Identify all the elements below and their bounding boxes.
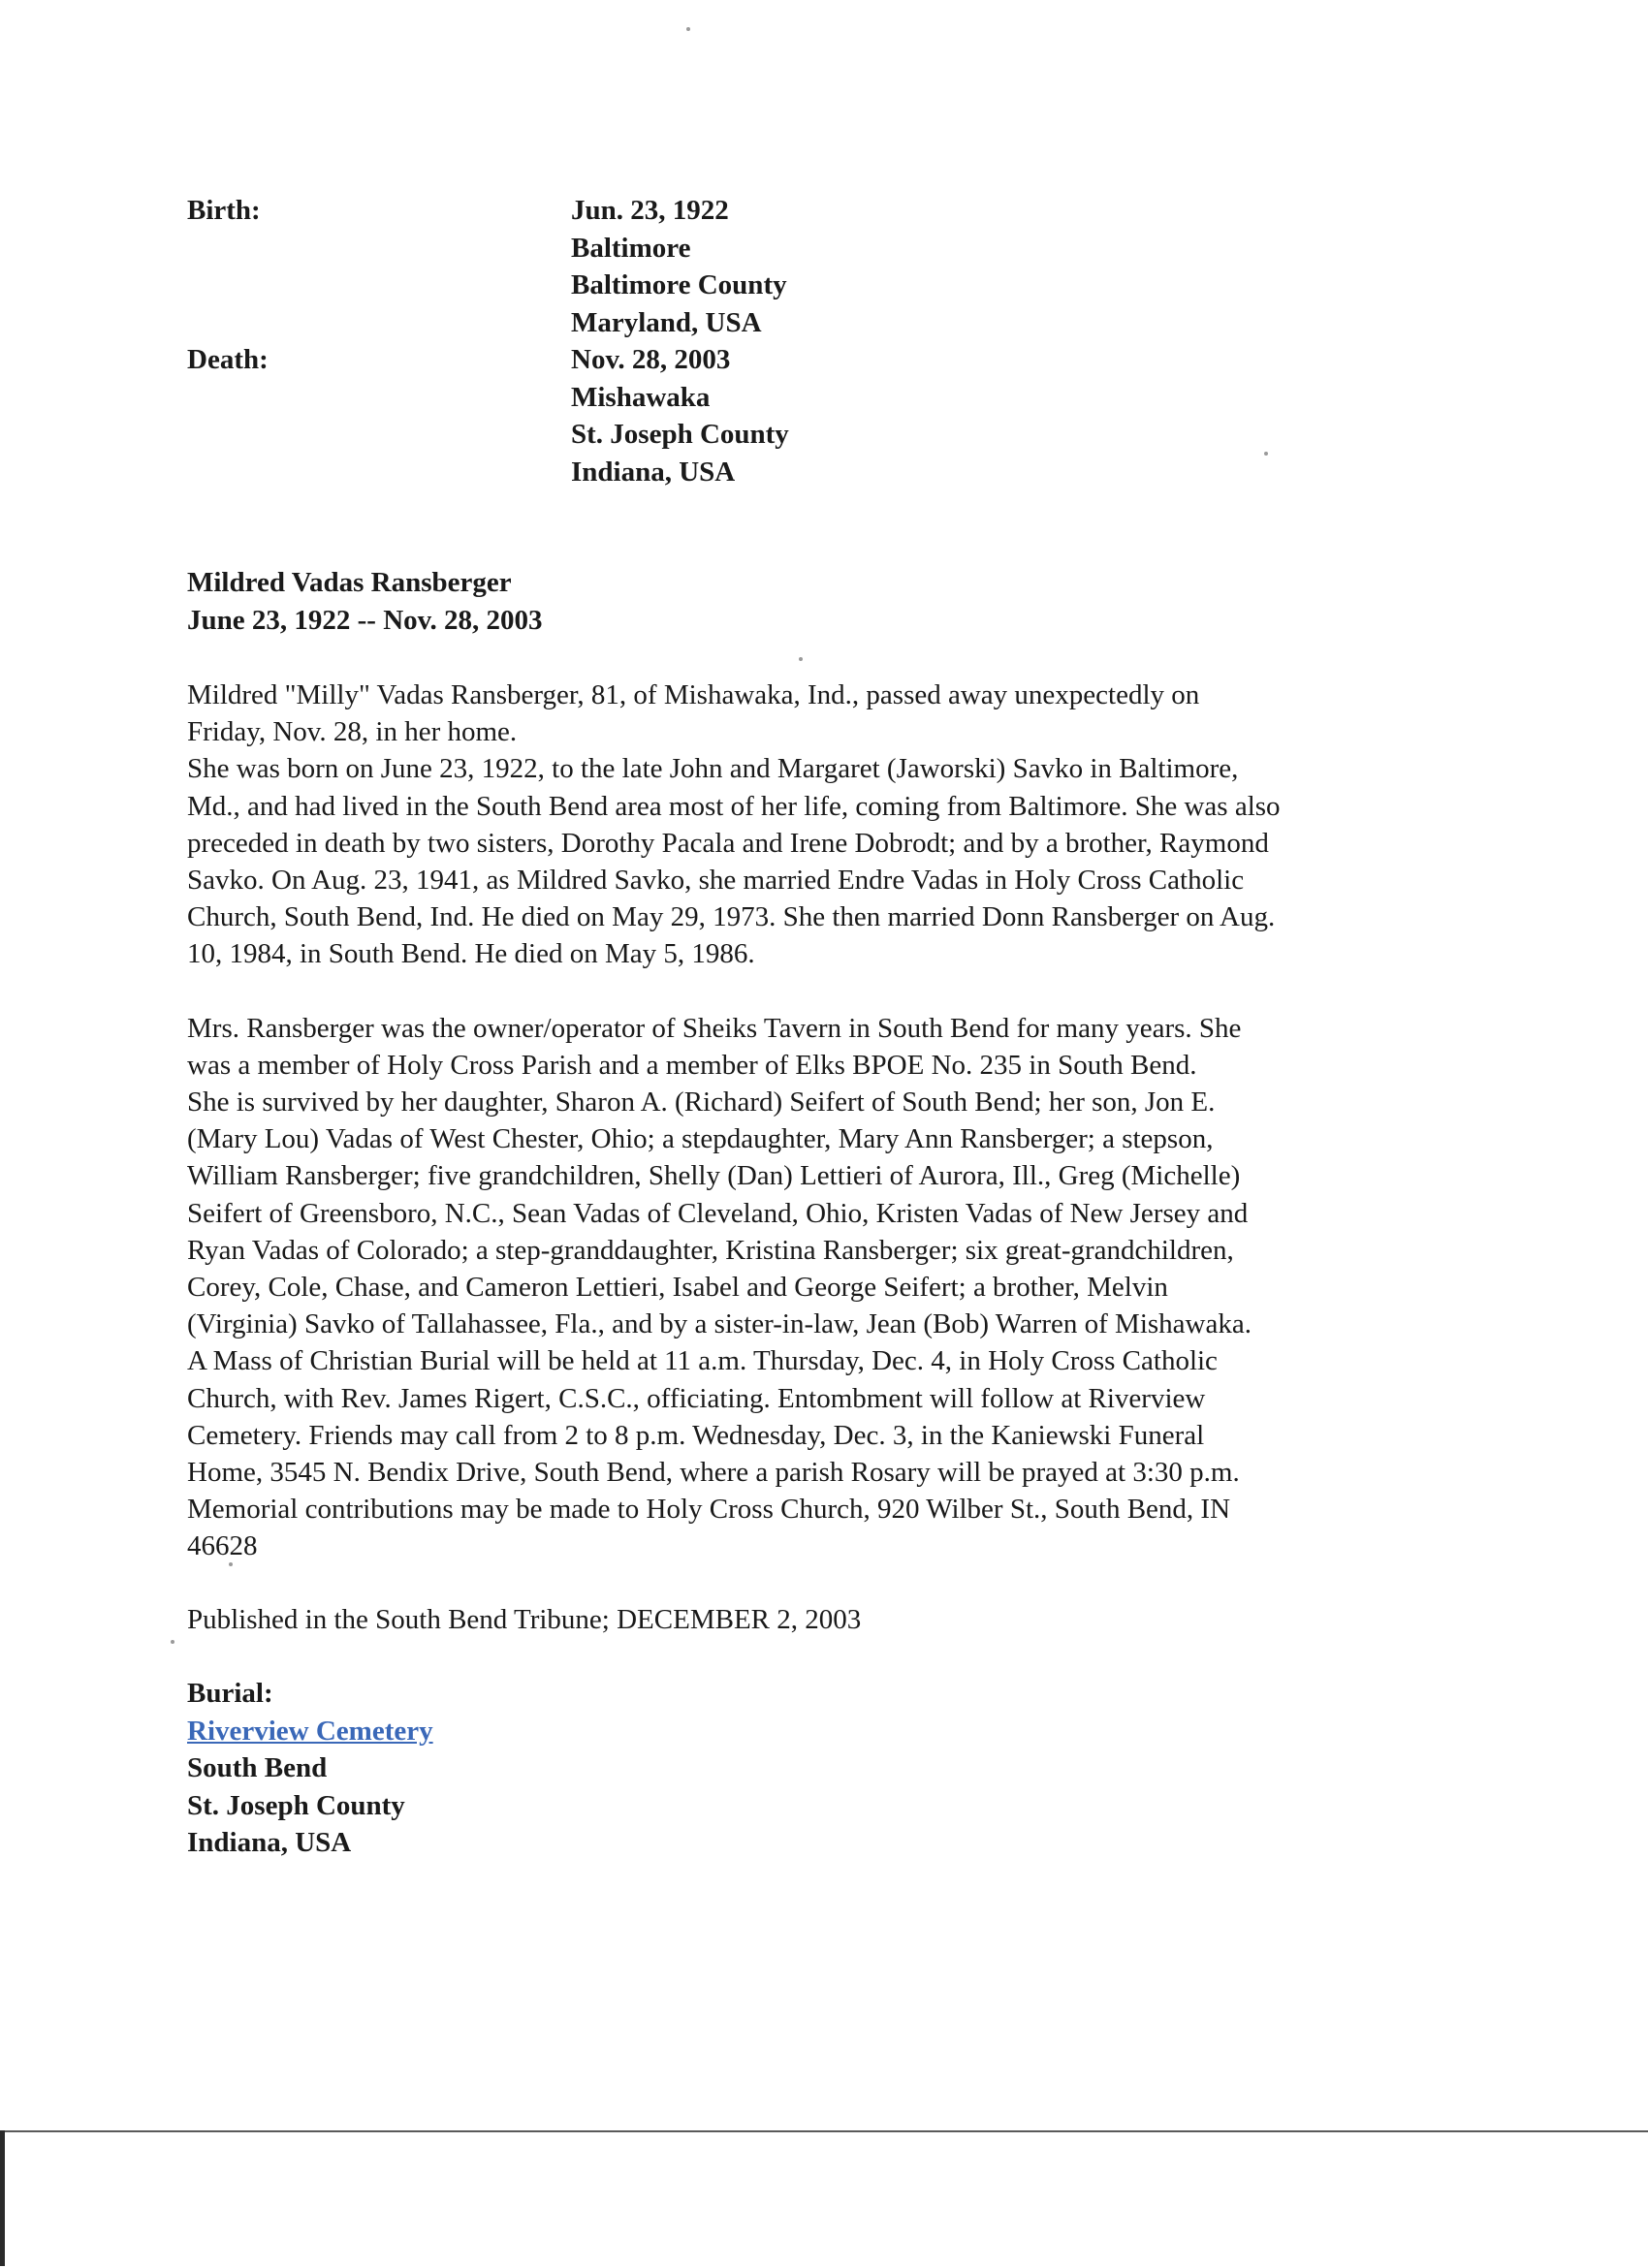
death-state: Indiana, USA bbox=[571, 456, 736, 488]
text-line: She was born on June 23, 1922, to the late John and Margaret (Jaworski) Savko in Baltimore, bbox=[187, 753, 1239, 785]
vital-records bbox=[187, 192, 963, 490]
obituary-body bbox=[187, 677, 1476, 1565]
text-line: Mildred "Milly" Vadas Ransberger, 81, of Mishawaka, Ind., passed away unexpectedly on bbox=[187, 679, 1200, 710]
death-details bbox=[571, 341, 789, 490]
burial-label: Burial: bbox=[187, 1678, 273, 1709]
scan-speck bbox=[171, 1640, 174, 1644]
burial-state: Indiana, USA bbox=[187, 1827, 352, 1858]
birth-row bbox=[187, 192, 963, 341]
death-date: Nov. 28, 2003 bbox=[571, 344, 731, 375]
text-line: William Ransberger; five grandchildren, Shelly (Dan) Lettieri of Aurora, Ill., Greg (Michelle) bbox=[187, 1160, 1241, 1192]
birth-city: Baltimore bbox=[571, 232, 691, 264]
scan-speck bbox=[229, 1562, 233, 1566]
text-line: Home, 3545 N. Bendix Drive, South Bend, where a parish Rosary will be prayed at 3:30 p.m. bbox=[187, 1457, 1240, 1489]
text-line: Church, South Bend, Ind. He died on May 29, 1973. She then married Donn Ransberger on Aug. bbox=[187, 901, 1276, 933]
text-line: (Mary Lou) Vadas of West Chester, Ohio; a stepdaughter, Mary Ann Ransberger; a stepson, bbox=[187, 1123, 1214, 1155]
birth-state: Maryland, USA bbox=[571, 306, 762, 338]
death-row bbox=[187, 341, 963, 490]
text-line: Church, with Rev. James Rigert, C.S.C., officiating. Entombment will follow at Riverview bbox=[187, 1382, 1206, 1414]
burial-section bbox=[187, 1675, 433, 1862]
burial-city: South Bend bbox=[187, 1752, 328, 1783]
scanner-bed-edge bbox=[0, 2130, 1648, 2268]
death-label: Death: bbox=[187, 344, 269, 375]
text-line: Corey, Cole, Chase, and Cameron Lettieri, Isabel and George Seifert; a brother, Melvin bbox=[187, 1272, 1168, 1304]
cemetery-link[interactable]: Riverview Cemetery bbox=[187, 1715, 433, 1747]
obituary-name: Mildred Vadas Ransberger bbox=[187, 567, 512, 598]
scan-speck bbox=[686, 27, 690, 31]
text-line: Md., and had lived in the South Bend area most of her life, coming from Baltimore. She was also bbox=[187, 790, 1281, 822]
text-line: A Mass of Christian Burial will be held at 11 a.m. Thursday, Dec. 4, in Holy Cross Catholic bbox=[187, 1345, 1218, 1377]
text-line: Seifert of Greensboro, N.C., Sean Vadas of Cleveland, Ohio, Kristen Vadas of New Jersey and bbox=[187, 1197, 1249, 1229]
text-line: Friday, Nov. 28, in her home. bbox=[187, 716, 518, 748]
text-line: 46628 bbox=[187, 1530, 258, 1562]
text-line: 10, 1984, in South Bend. He died on May 5, 1986. bbox=[187, 938, 755, 970]
paragraph-gap bbox=[187, 973, 1476, 1010]
scanner-bed-shadow bbox=[0, 2130, 5, 2266]
scan-speck bbox=[1264, 452, 1268, 456]
death-city: Mishawaka bbox=[571, 381, 711, 413]
text-line: Savko. On Aug. 23, 1941, as Mildred Savko, she married Endre Vadas in Holy Cross Catholic bbox=[187, 865, 1245, 897]
scan-speck bbox=[799, 657, 803, 661]
text-line: (Virginia) Savko of Tallahassee, Fla., and by a sister-in-law, Jean (Bob) Warren of Mishawaka. bbox=[187, 1308, 1252, 1340]
text-line: Mrs. Ransberger was the owner/operator of Sheiks Tavern in South Bend for many years. She bbox=[187, 1012, 1242, 1044]
obituary-paragraph-1 bbox=[187, 677, 1476, 973]
text-line: Memorial contributions may be made to Holy Cross Church, 920 Wilber St., South Bend, IN bbox=[187, 1494, 1231, 1526]
text-line: was a member of Holy Cross Parish and a member of Elks BPOE No. 235 in South Bend. bbox=[187, 1049, 1197, 1081]
text-line: She is survived by her daughter, Sharon A. (Richard) Seifert of South Bend; her son, Jon E. bbox=[187, 1087, 1216, 1118]
death-county: St. Joseph County bbox=[571, 419, 789, 450]
publication-note: Published in the South Bend Tribune; DECEMBER 2, 2003 bbox=[187, 1604, 862, 1635]
obituary-paragraph-2 bbox=[187, 1010, 1476, 1565]
text-line: preceded in death by two sisters, Dorothy Pacala and Irene Dobrodt; and by a brother, Raymond bbox=[187, 827, 1269, 859]
obituary-heading bbox=[187, 564, 543, 639]
birth-county: Baltimore County bbox=[571, 269, 787, 300]
birth-date: Jun. 23, 1922 bbox=[571, 195, 729, 226]
burial-county: St. Joseph County bbox=[187, 1789, 405, 1821]
text-line: Cemetery. Friends may call from 2 to 8 p.m. Wednesday, Dec. 3, in the Kaniewski Funeral bbox=[187, 1419, 1205, 1451]
birth-details bbox=[571, 192, 787, 341]
obituary-dates: June 23, 1922 -- Nov. 28, 2003 bbox=[187, 604, 543, 636]
text-line: Ryan Vadas of Colorado; a step-granddaughter, Kristina Ransberger; six great-grandchildren, bbox=[187, 1234, 1234, 1266]
birth-label: Birth: bbox=[187, 195, 261, 226]
